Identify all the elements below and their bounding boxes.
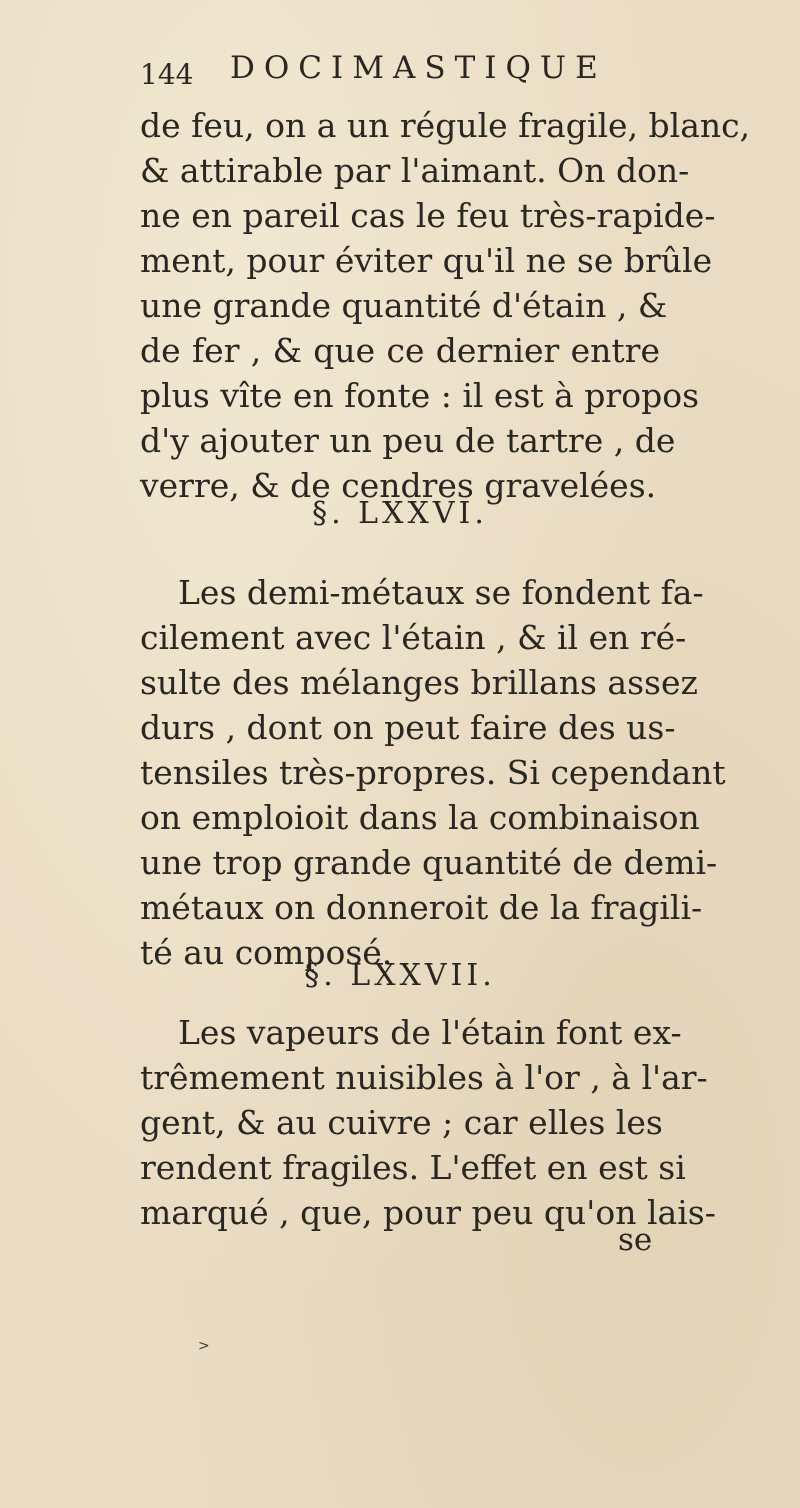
text-line: on emploioit dans la combinaison xyxy=(140,798,700,837)
section-heading-lxxvi: §. LXXVI. xyxy=(312,496,488,531)
page-header xyxy=(140,50,660,102)
text-line: durs , dont on peut faire des us- xyxy=(140,708,676,747)
catchword: se xyxy=(618,1222,653,1258)
paragraph-1 xyxy=(140,103,751,508)
text-line: tensiles très-propres. Si cependant xyxy=(140,753,726,792)
text-line: Les vapeurs de l'étain font ex- xyxy=(178,1013,682,1052)
text-line: trêmement nuisibles à l'or , à l'ar- xyxy=(140,1058,708,1097)
margin-mark: > xyxy=(198,1338,210,1354)
text-line: & attirable par l'aimant. On don- xyxy=(140,151,690,190)
text-line: Les demi-métaux se fondent fa- xyxy=(178,573,704,612)
text-line: cilement avec l'étain , & il en ré- xyxy=(140,618,687,657)
text-line: sulte des mélanges brillans assez xyxy=(140,663,698,702)
text-line: gent, & au cuivre ; car elles les xyxy=(140,1103,663,1142)
text-line: de feu, on a un régule fragile, blanc, xyxy=(140,106,751,145)
text-line: ment, pour éviter qu'il ne se brûle xyxy=(140,241,713,280)
text-line: marqué , que, pour peu qu'on lais- xyxy=(140,1193,716,1232)
section-heading-lxxvii: §. LXXVII. xyxy=(304,958,496,993)
paragraph-lxxvi xyxy=(140,570,726,975)
page-number: 144 xyxy=(140,58,194,91)
text-line: d'y ajouter un peu de tartre , de xyxy=(140,421,676,460)
paragraph-lxxvii xyxy=(140,1010,716,1235)
text-line: plus vîte en fonte : il est à propos xyxy=(140,376,700,415)
text-line: une grande quantité d'étain , & xyxy=(140,286,668,325)
text-line: rendent fragiles. L'effet en est si xyxy=(140,1148,686,1187)
text-line: ne en pareil cas le feu très-rapide- xyxy=(140,196,716,235)
text-line: de fer , & que ce dernier entre xyxy=(140,331,660,370)
text-line: té au composé. xyxy=(140,933,393,972)
text-line: une trop grande quantité de demi- xyxy=(140,843,718,882)
text-line: métaux on donneroit de la fragili- xyxy=(140,888,703,927)
text-line: verre, & de cendres gravelées. xyxy=(140,466,657,505)
running-head: DOCIMASTIQUE xyxy=(230,50,607,86)
